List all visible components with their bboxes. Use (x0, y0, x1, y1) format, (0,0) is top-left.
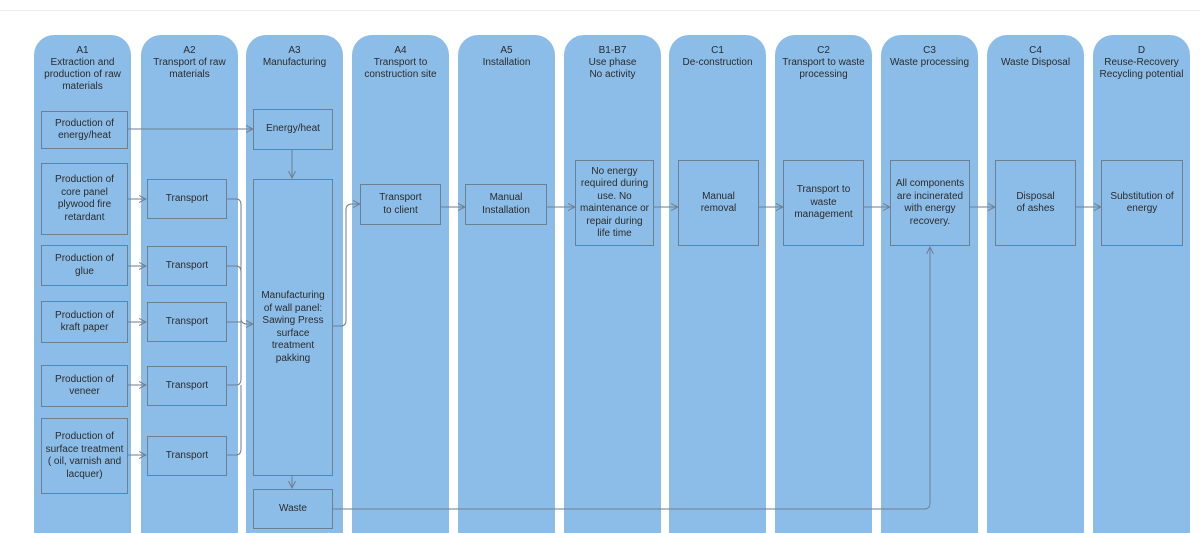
lane-title: Waste Disposal (1000, 57, 1071, 68)
lane-code: C4 (1029, 45, 1042, 56)
box-transport-to-waste-management: Transport to waste management (783, 160, 864, 246)
lane-a2-header (141, 45, 238, 81)
lane-title: Reuse-Recovery Recycling potential (1099, 57, 1184, 80)
lane-code: D (1137, 45, 1146, 56)
box-transport-glue: Transport (147, 246, 227, 286)
lane-title: Waste processing (889, 57, 970, 68)
lane-d (1093, 35, 1190, 533)
lane-c4-header (987, 45, 1084, 69)
box-transport-core-panel: Transport (147, 179, 227, 219)
lane-code: C1 (711, 45, 724, 56)
lane-a4-header (352, 45, 449, 81)
lane-c3 (881, 35, 978, 533)
lane-b1-b7-header (564, 45, 661, 81)
lane-code: A3 (288, 45, 301, 56)
lane-d-header (1093, 45, 1190, 81)
box-manufacturing-wall-panel: Manufacturing of wall panel: Sawing Press surface treatment pakking (253, 179, 333, 476)
box-production-veneer: Production of veneer (41, 365, 128, 407)
box-manual-removal: Manual removal (678, 160, 759, 246)
lane-a3-header (246, 45, 343, 69)
lane-title: Manufacturing (262, 57, 327, 68)
lane-c2 (775, 35, 872, 533)
lane-title: Extraction and production of raw materials (44, 57, 121, 92)
box-production-surface-treatment: Production of surface treatment ( oil, varnish and lacquer) (41, 418, 128, 494)
lane-title: Transport of raw materials (153, 57, 226, 80)
lane-code: A2 (183, 45, 196, 56)
lane-title: Transport to construction site (364, 57, 437, 80)
box-manual-installation: Manual Installation (465, 184, 547, 225)
box-energy-heat: Energy/heat (253, 109, 333, 150)
lane-b1-b7 (564, 35, 661, 533)
lane-c3-header (881, 45, 978, 69)
lane-code: C2 (817, 45, 830, 56)
box-production-kraft-paper: Production of kraft paper (41, 301, 128, 343)
lane-title: Installation (482, 57, 531, 68)
box-waste: Waste (253, 489, 333, 529)
lane-a1-header (34, 45, 131, 93)
lane-a5-header (458, 45, 555, 69)
box-substitution-of-energy: Substitution of energy (1101, 160, 1183, 246)
lane-a4 (352, 35, 449, 533)
top-divider (0, 10, 1200, 11)
box-use-phase-description: No energy required during use. No maintenance or repair during life time (575, 160, 654, 246)
lane-code: A4 (394, 45, 407, 56)
box-transport-veneer: Transport (147, 366, 227, 406)
lane-code: A5 (500, 45, 513, 56)
lane-a5 (458, 35, 555, 533)
lane-c1-header (669, 45, 766, 69)
box-transport-surface-treatment: Transport (147, 436, 227, 476)
box-production-core-panel: Production of core panel plywood fire retardant (41, 163, 128, 235)
lane-c2-header (775, 45, 872, 81)
box-incineration-energy-recovery: All components are incinerated with energy recovery. (890, 160, 970, 246)
lane-code: C3 (923, 45, 936, 56)
box-transport-to-client: Transport to client (360, 184, 441, 225)
lane-title: De-construction (682, 57, 753, 68)
lane-code: A1 (76, 45, 89, 56)
box-disposal-of-ashes: Disposal of ashes (995, 160, 1076, 246)
lane-title: Transport to waste processing (782, 57, 865, 80)
box-production-glue: Production of glue (41, 245, 128, 286)
lane-c4 (987, 35, 1084, 533)
lane-code: B1-B7 (598, 45, 627, 56)
box-transport-kraft-paper: Transport (147, 302, 227, 342)
lane-title: Use phase No activity (588, 57, 637, 80)
lane-c1 (669, 35, 766, 533)
box-production-energy-heat: Production of energy/heat (41, 111, 128, 149)
